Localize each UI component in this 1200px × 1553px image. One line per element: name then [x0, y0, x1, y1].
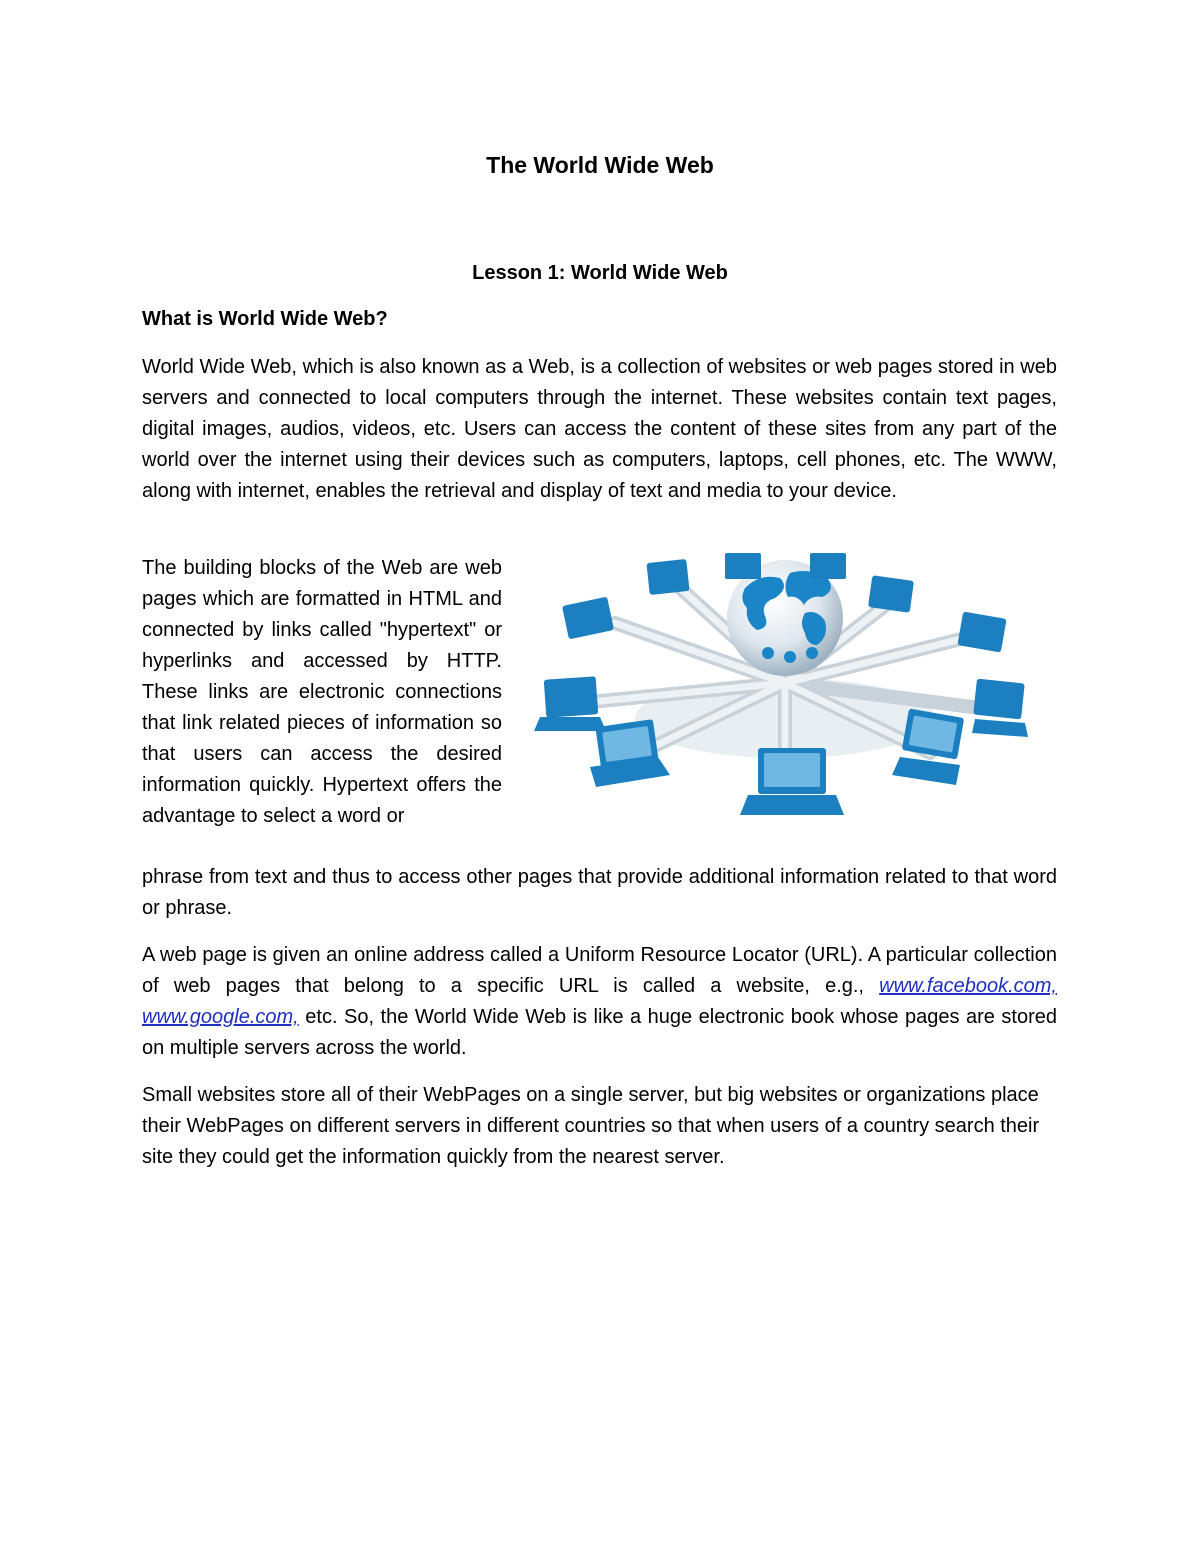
paragraph-building-blocks: The building blocks of the Web are web pages which are formatted in HTML and connected by links called "hypertext" or hyperlinks and accessed by HTTP. These links are electronic connections that link related pieces of information so that users can access the desired information quickly. Hypertext offers the advantage to select a word or	[142, 557, 502, 827]
paragraph-url	[142, 940, 1057, 1064]
paragraph-url-text-end: etc. So, the World Wide Web is like a huge electronic book whose pages are stored on multiple servers across the world.	[142, 1006, 1057, 1059]
paragraph-url-text: A web page is given an online address called a Uniform Resource Locator (URL). A particular collection of web pages that belong to a specific URL is called a website, e.g.,	[142, 944, 1057, 997]
google-link[interactable]: www.google.com,	[142, 1006, 299, 1028]
document-title: The World Wide Web	[486, 152, 714, 178]
paragraph-servers: Small websites store all of their WebPages on a single server, but big websites or organizations place their WebPages on different servers in different countries so that when users of a country search their site they could get the information quickly from the nearest server.	[142, 1084, 1040, 1168]
section-heading: What is World Wide Web?	[142, 308, 388, 330]
lesson-heading: Lesson 1: World Wide Web	[472, 262, 728, 284]
facebook-link[interactable]: www.facebook.com,	[879, 975, 1057, 997]
globe-network-icon	[520, 553, 1042, 843]
paragraph-intro: World Wide Web, which is also known as a Web, is a collection of websites or web pages stored in web servers and connected to local computers through the internet. These websites contain text pages, digital images, audios, videos, etc. Users can access the content of these sites from any part of the world over the internet using their devices such as computers, laptops, cell phones, etc. The WWW, along with internet, enables the retrieval and display of text and media to your device.	[142, 356, 1057, 502]
paragraph-building-blocks-continued: phrase from text and thus to access other pages that provide additional information related to that word or phrase.	[142, 866, 1057, 919]
